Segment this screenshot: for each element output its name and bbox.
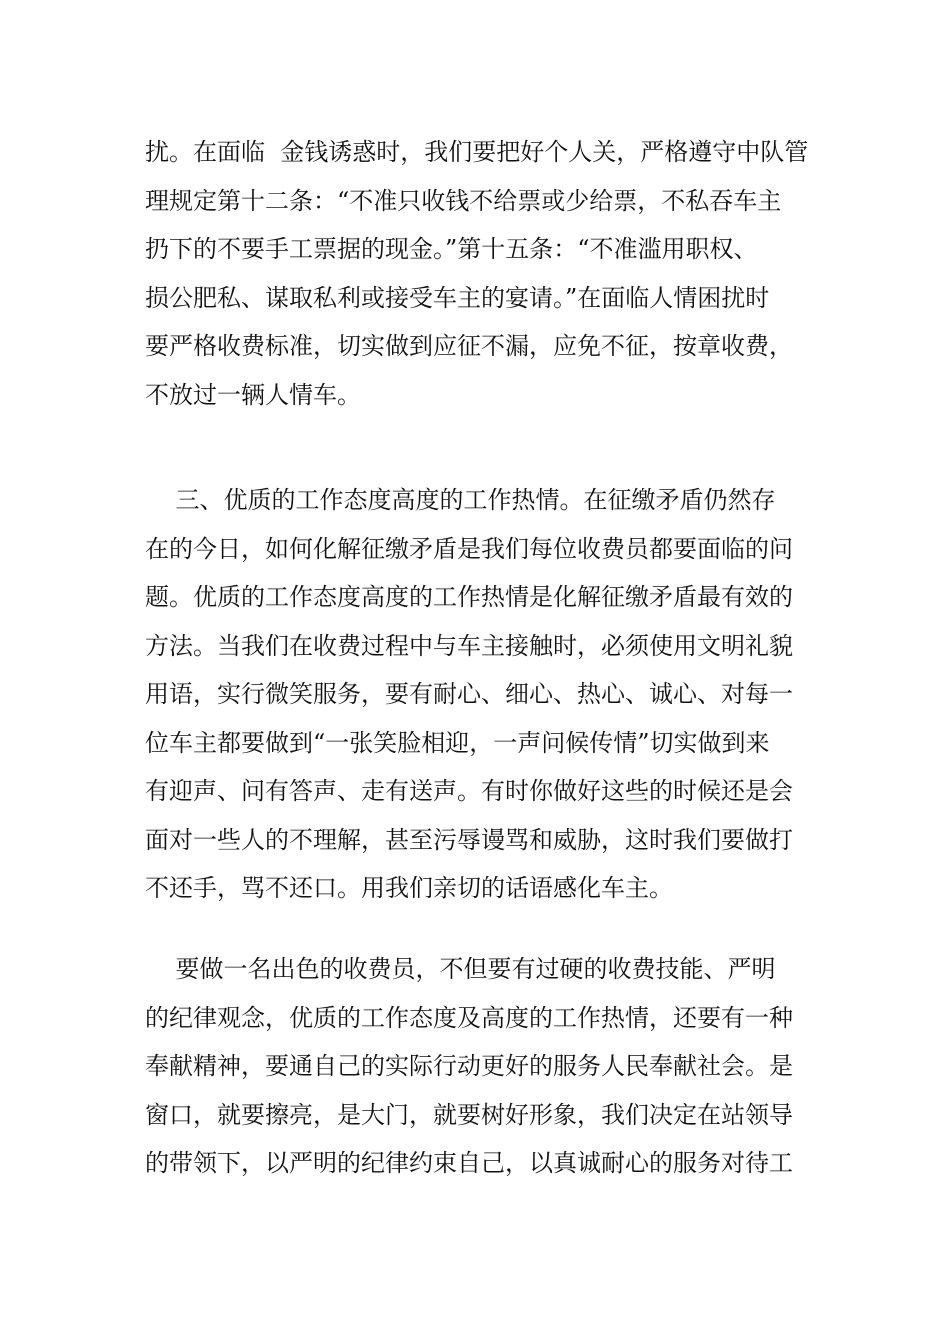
text-line: 的纪律观念，优质的工作态度及高度的工作热情，还要有一种 — [145, 1003, 793, 1032]
paragraph-discipline — [145, 128, 808, 419]
paragraph-conclusion — [145, 945, 793, 1188]
text-line: 奉献精神，要通自己的实际行动更好的服务人民奉献社会。是 — [145, 1052, 793, 1080]
text-line: 理规定第十二条：“不准只收钱不给票或少给票，不私吞车主 — [145, 186, 782, 215]
text-line: 不还手，骂不还口。用我们亲切的话语感化车主。 — [145, 874, 673, 902]
text-line: 用语，实行微笑服务，要有耐心、细心、热心、诚心、对每一 — [145, 680, 793, 708]
text-line: 位车主都要做到“一张笑脸相迎，一声问候传情”切实做到来 — [145, 728, 770, 757]
text-line: 扰。在面临 金钱诱惑时，我们要把好个人关，严格遵守中队管 — [145, 138, 809, 166]
text-line: 在的今日，如何化解征缴矛盾是我们每位收费员都要面临的问 — [145, 534, 793, 563]
text-line: 三、优质的工作态度高度的工作热情。在征缴矛盾仍然存 — [145, 486, 776, 514]
text-line: 窗口，就要擦亮，是大门，就要树好形象，我们决定在站领导 — [145, 1100, 793, 1129]
text-line: 面对一些人的不理解，甚至污辱谩骂和威胁，这时我们要做打 — [145, 825, 793, 854]
text-line: 不放过一辆人情车。 — [145, 380, 361, 409]
text-line: 题。优质的工作态度高度的工作热情是化解征缴矛盾最有效的 — [145, 583, 793, 611]
text-line: 有迎声、问有答声、走有送声。有时你做好这些的时候还是会 — [145, 777, 793, 805]
paragraph-section-three — [145, 476, 793, 913]
text-line: 损公肥私、谋取私利或接受车主的宴请。”在面临人情困扰时 — [145, 283, 770, 312]
text-line: 的带领下，以严明的纪律约束自己，以真诚耐心的服务对待工 — [145, 1149, 793, 1177]
text-line: 方法。当我们在收费过程中与车主接触时，必须使用文明礼貌 — [145, 631, 793, 660]
text-line: 要做一名出色的收费员，不但要有过硬的收费技能、严明 — [145, 955, 776, 983]
text-line: 扔下的不要手工票据的现金。”第十五条：“不准滥用职权、 — [145, 235, 758, 263]
text-line: 要严格收费标准，切实做到应征不漏，应免不征，按章收费， — [145, 332, 793, 360]
